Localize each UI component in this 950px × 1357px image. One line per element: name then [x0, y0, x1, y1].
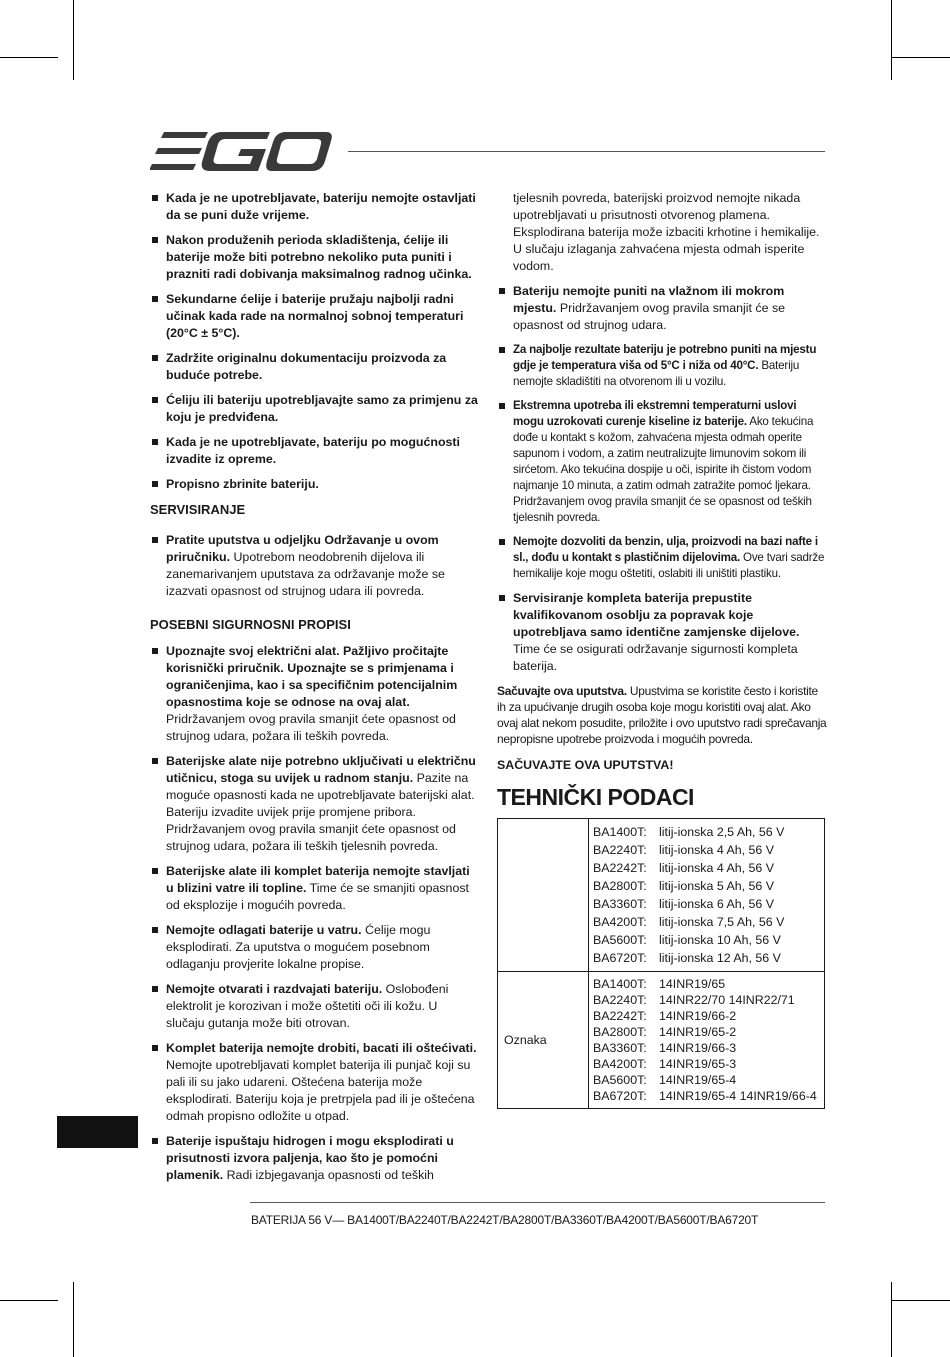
servis-list — [150, 532, 478, 600]
list-item: Kada je ne upotrebljavate, bateriju po mogućnosti izvadite iz opreme. — [150, 434, 478, 468]
list-item: Upoznajte svoj električni alat. Pažljivo pročitajte korisnički priručnik. Upoznajte se s primjenama i ograničenjima, kao i sa specifičnim potencijalnim opasnostima koje se odnose na ovaj alat. Pridržavanjem ovog pravila smanjit ćete opasnost od strujnog udara, požara ili teških povreda. — [150, 643, 478, 745]
battery-care-list — [150, 190, 478, 493]
list-item: Nemojte dozvoliti da benzin, ulja, proizvodi na bazi nafte i sl., dođu u kontakt s plastičnim dijelovima. Ove tvari sadrže hemikalije koje mogu oštetiti, oslabiti ili uništiti plastiku. — [497, 534, 827, 582]
spec-line: BA2242T: litij-ionska 4 Ah, 56 V — [593, 861, 775, 875]
table-cell-values — [589, 972, 825, 1109]
spec-line: BA4200T: litij-ionska 7,5 Ah, 56 V — [593, 915, 785, 929]
tech-data-title: TEHNIČKI PODACI — [497, 784, 694, 810]
table-cell-label: Oznaka — [498, 972, 589, 1109]
spec-line: BA2800T: 14INR19/65-2 — [593, 1025, 737, 1039]
list-item: Servisiranje kompleta baterija prepustite kvalifikovanom osoblju za popravak koje upotrebljava samo identične zamjenske dijelove. Time će se osigurati održavanje sigurnosti kompleta baterija. — [497, 590, 827, 675]
table-cell-label — [498, 819, 589, 972]
footer-rule — [250, 1202, 825, 1203]
spec-line: BA6720T: litij-ionska 12 Ah, 56 V — [593, 951, 781, 965]
list-item: Komplet baterija nemojte drobiti, bacati ili oštećivati. Nemojte upotrebljavati komplet baterija ili punjač koji su pali ili su jako udareni. Oštećena baterija može eksplodirati. Bateriju koja je pretrpjela pad ili je oštećena odmah propisno odložite u otpad. — [150, 1040, 478, 1125]
spec-line: BA2240T: 14INR22/70 14INR22/71 — [593, 993, 795, 1007]
spec-line: BA4200T: 14INR19/65-3 — [593, 1057, 737, 1071]
list-item: Baterije ispuštaju hidrogen i mogu eksplodirati u prisutnosti izvora paljenja, kao što je pomoćni plamenik. Radi izbjegavanja opasnosti od teških — [150, 1133, 478, 1184]
spec-line: BA1400T: 14INR19/65 — [593, 977, 726, 991]
crop-mark — [0, 1300, 58, 1301]
crop-mark — [891, 0, 892, 80]
list-item: Propisno zbrinite bateriju. — [150, 476, 478, 493]
spec-line: BA2800T: litij-ionska 5 Ah, 56 V — [593, 879, 775, 893]
list-item: Bateriju nemojte puniti na vlažnom ili mokrom mjestu. Pridržavanjem ovog pravila smanjit će se opasnost od strujnog udara. — [497, 283, 827, 334]
list-item: Kada je ne upotrebljavate, bateriju nemojte ostavljati da se puni duže vrijeme. — [150, 190, 478, 224]
table-cell-values — [589, 819, 825, 972]
header-rule — [348, 151, 825, 152]
list-item: Ekstremna upotreba ili ekstremni temperaturni uslovi mogu uzrokovati curenje kiseline iz baterije. Ako tekućina dođe u kontakt s kožom, zahvaćena mjesta odmah operite sapunom i vodom, a zatim neutralizujte limunovim sokom ili sirćetom. Ako tekućina dospije u oči, ispirite ih čistom vodom najmanje 10 minuta, a zatim odmah zatražite pomoć ljekara. Pridržavanjem ovog pravila smanjit će se opasnost od teških tjelesnih povreda. — [497, 398, 827, 526]
crop-mark — [73, 1282, 74, 1357]
battery-safety-list — [497, 283, 827, 675]
continued-text: tjelesnih povreda, baterijski proizvod nemojte nikada upotrebljavati u prisutnosti otvorenog plamena. Eksplodirana baterija može izbaciti krhotine i hemikalije. U slučaju izlaganja zahvaćena mjesta odmah isperite vodom. — [513, 191, 820, 273]
list-item: Pratite uputstva u odjeljku Održavanje u ovom priručniku. Upotrebom neodobrenih dijelova ili zanemarivanjem uputstava za održavanje može se izazvati opasnost od strujnog udara ili povreda. — [150, 532, 478, 600]
crop-mark — [73, 0, 74, 80]
section-heading-servis: SERVISIRANJE — [150, 502, 246, 517]
page-footer: BATERIJA 56 V— BA1400T/BA2240T/BA2242T/BA2800T/BA3360T/BA4200T/BA5600T/BA6720T — [251, 1213, 759, 1227]
spec-line: BA2242T: 14INR19/66-2 — [593, 1009, 737, 1023]
list-item: Nemojte odlagati baterije u vatru. Ćelije mogu eksplodirati. Za uputstva o mogućem posebnom odlaganju provjerite lokalne propise. — [150, 922, 478, 973]
right-column — [497, 190, 827, 1109]
list-item: Baterijske alate ili komplet baterija nemojte stavljati u blizini vatre ili topline. Time će se smanjiti opasnost od eksplozije i mogućih povreda. — [150, 863, 478, 914]
spec-line: BA3360T: 14INR19/66-3 — [593, 1041, 737, 1055]
list-item: Ćeliju ili bateriju upotrebljavajte samo za primjenu za koju je predviđena. — [150, 392, 478, 426]
spec-line: BA5600T: 14INR19/65-4 — [593, 1073, 737, 1087]
list-item: Nakon produženih perioda skladištenja, ćelije ili baterije može biti potrebno nekoliko puta puniti i prazniti radi dobivanja maksimalnog radnog učinka. — [150, 232, 478, 283]
list-item: Sekundarne ćelije i baterije pružaju najbolji radni učinak kada rade na normalnoj sobnoj temperaturi (20°C ± 5°C). — [150, 291, 478, 342]
posebni-list — [150, 643, 478, 1184]
section-heading-posebni: POSEBNI SIGURNOSNI PROPISI — [150, 617, 351, 632]
list-item: Baterijske alate nije potrebno uključivati u električnu utičnicu, stoga su uvijek u radnom stanju. Pazite na moguće opasnosti kada ne upotrebljavate baterijski alat. Bateriju izvadite uvijek prije promjene pribora. Pridržavanjem ovog pravila smanjit ćete opasnost od strujnog udara, požara ili teških tjelesnih povreda. — [150, 753, 478, 855]
spec-line: BA2240T: litij-ionska 4 Ah, 56 V — [593, 843, 775, 857]
crop-mark — [0, 57, 58, 58]
crop-mark — [892, 57, 950, 58]
list-item: Za najbolje rezultate bateriju je potrebno puniti na mjestu gdje je temperatura viša od 5°C i niža od 40°C. Bateriju nemojte skladištiti na otvorenom ili u vozilu. — [497, 342, 827, 390]
spec-line: BA5600T: litij-ionska 10 Ah, 56 V — [593, 933, 781, 947]
list-item: Nemojte otvarati i razdvajati bateriju. Oslobođeni elektrolit je korozivan i može oštetiti oči ili kožu. U slučaju gutanja može biti otrovan. — [150, 981, 478, 1032]
list-item: Zadržite originalnu dokumentaciju proizvoda za buduće potrebe. — [150, 350, 478, 384]
spec-table — [497, 818, 825, 1109]
ego-logo — [150, 128, 332, 174]
crop-mark — [891, 1282, 892, 1357]
table-row — [498, 972, 825, 1109]
left-column — [150, 190, 478, 1192]
save-instructions-paragraph: Sačuvajte ova uputstva. Upustvima se koristite često i koristite ih za upućivanje drugih osoba koje mogu koristiti ovaj alat. Ako ovaj alat nekom posudite, priložite i ovo uputstvo radi sprečavanja nepropisne upotrebe proizvoda i mogućih povreda. — [497, 684, 827, 746]
spec-line: BA6720T: 14INR19/65-4 14INR19/66-4 — [593, 1089, 817, 1103]
table-row — [498, 819, 825, 972]
spec-line: BA3360T: litij-ionska 6 Ah, 56 V — [593, 897, 775, 911]
save-instructions-line: SAČUVAJTE OVA UPUTSTVA! — [497, 758, 674, 772]
spec-line: BA1400T: litij-ionska 2,5 Ah, 56 V — [593, 825, 785, 839]
language-tab-marker — [57, 1116, 138, 1148]
crop-mark — [892, 1300, 950, 1301]
